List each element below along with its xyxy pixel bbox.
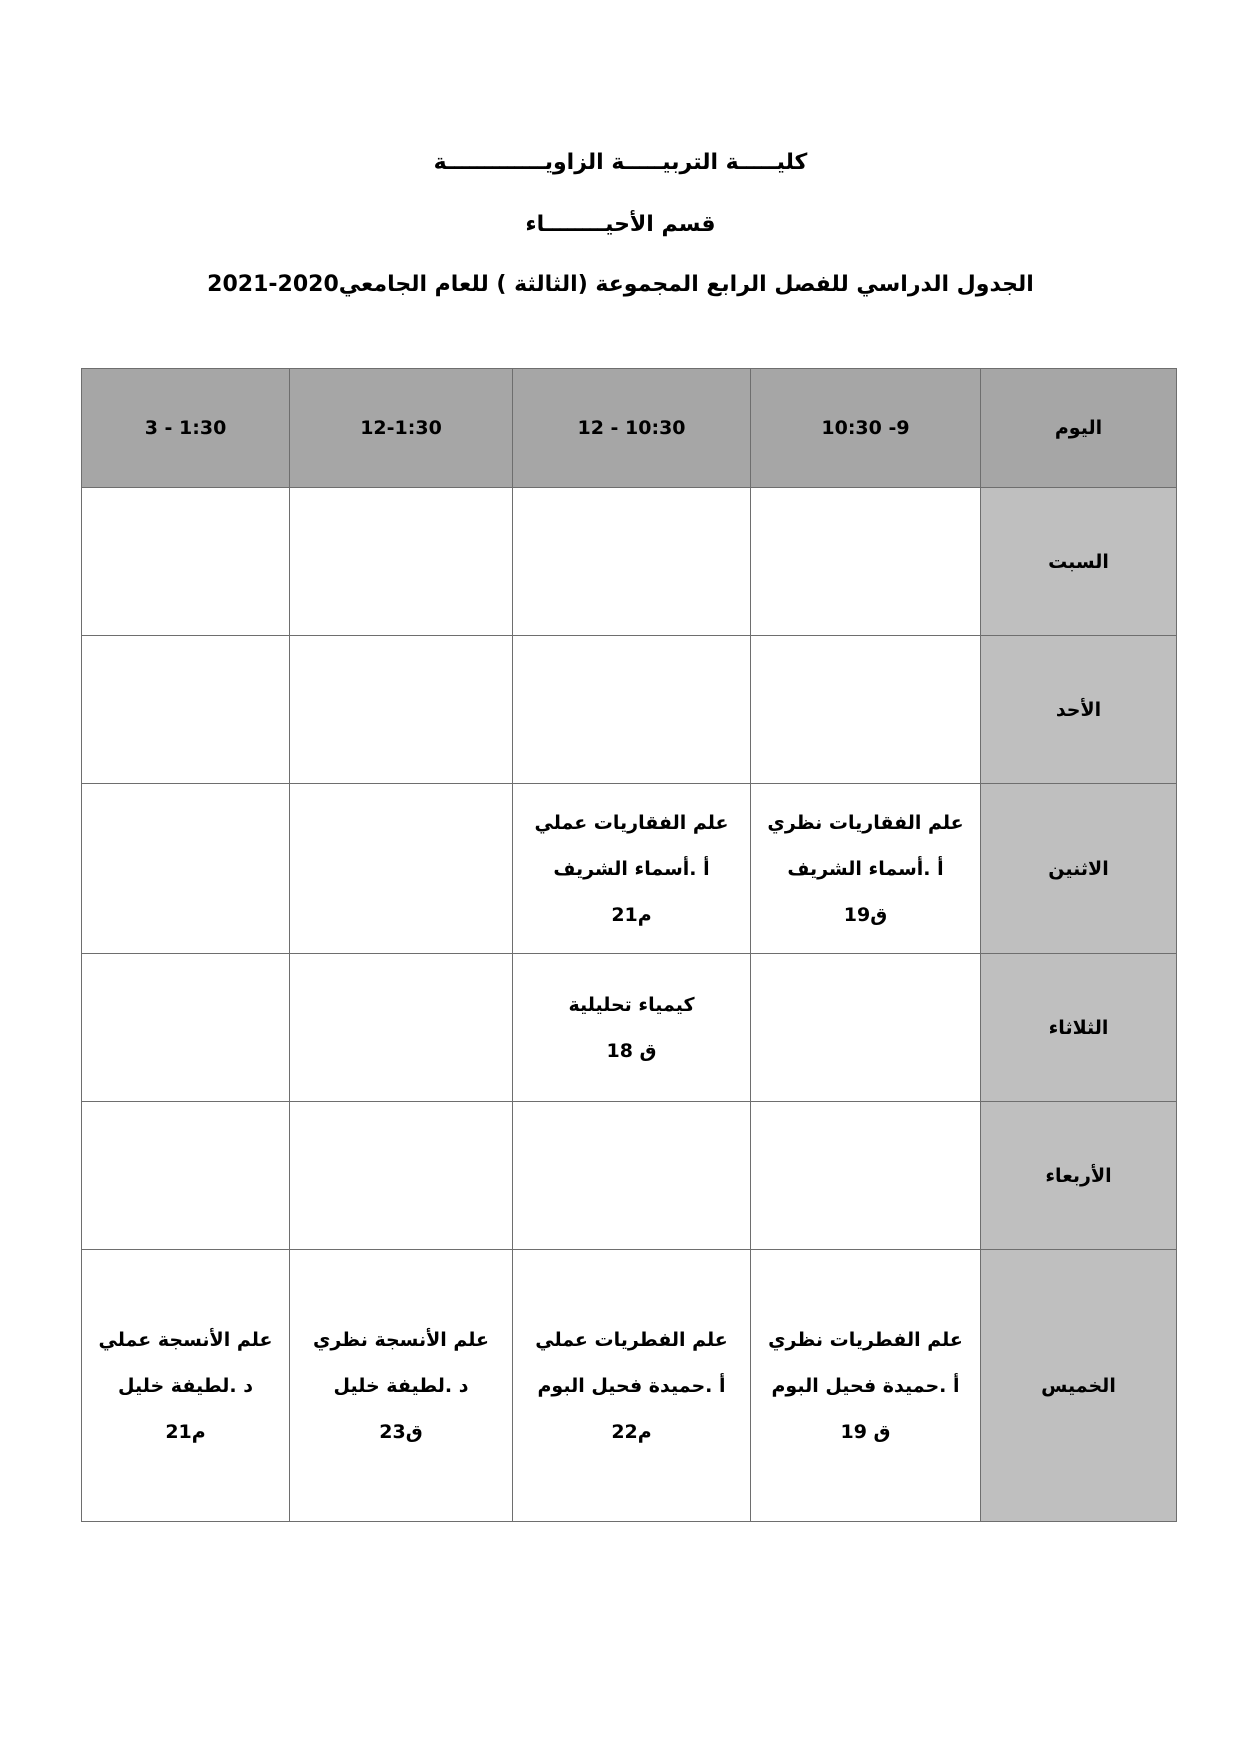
schedule-cell	[290, 488, 513, 636]
table-row	[82, 1250, 1177, 1522]
schedule-cell	[82, 488, 290, 636]
day-cell: الأحد	[981, 636, 1177, 784]
schedule-cell	[513, 1102, 751, 1250]
table-row	[82, 636, 1177, 784]
day-cell: الثلاثاء	[981, 954, 1177, 1102]
schedule-cell	[751, 954, 981, 1102]
cell-line: ق 18	[606, 1039, 657, 1062]
cell-line: أ .حميدة فحيل البوم	[771, 1374, 960, 1397]
column-header-slot-4: 1:30 - 3	[82, 369, 290, 488]
table-header-row	[82, 369, 1177, 488]
schedule-cell	[513, 636, 751, 784]
cell-line: ق23	[379, 1420, 423, 1443]
schedule-cell	[513, 1250, 751, 1522]
schedule-cell	[82, 954, 290, 1102]
schedule-cell	[513, 784, 751, 954]
cell-line: أ .أسماء الشريف	[553, 857, 710, 880]
cell-line: علم الفطريات عملي	[535, 1328, 728, 1351]
day-cell: الخميس	[981, 1250, 1177, 1522]
column-header-day: اليوم	[981, 369, 1177, 488]
table-row	[82, 954, 1177, 1102]
schedule-title: الجدول الدراسي للفصل الرابع المجموعة (الثالثة ) للعام الجامعي2020-2021	[207, 272, 1034, 297]
cell-line: ق19	[843, 903, 888, 926]
schedule-cell	[290, 1102, 513, 1250]
schedule-cell	[513, 488, 751, 636]
cell-line: د .لطيفة خليل	[333, 1374, 469, 1397]
cell-line: د .لطيفة خليل	[118, 1374, 253, 1397]
cell-line: علم الفقاريات عملي	[534, 811, 729, 834]
cell-line: م22	[611, 1420, 652, 1443]
cell-line: ق 19	[840, 1420, 891, 1443]
schedule-cell	[82, 1102, 290, 1250]
day-cell: السبت	[981, 488, 1177, 636]
cell-line: م21	[611, 903, 652, 926]
day-cell: الاثنين	[981, 784, 1177, 954]
table-row	[82, 784, 1177, 954]
schedule-cell	[751, 636, 981, 784]
schedule-cell	[290, 1250, 513, 1522]
schedule-table	[81, 368, 1177, 1522]
schedule-cell	[290, 636, 513, 784]
cell-line: علم الأنسجة نظري	[312, 1328, 490, 1351]
cell-line: أ .أسماء الشريف	[787, 857, 944, 880]
cell-line: علم الفقاريات نظري	[767, 811, 964, 834]
college-name: كليـــــة التربيـــــة الزاويـــــــــــــة	[433, 150, 808, 175]
schedule-cell	[751, 1250, 981, 1522]
column-header-slot-2: 10:30 - 12	[513, 369, 751, 488]
cell-line: كيمياء تحليلية	[568, 993, 695, 1016]
schedule-cell	[82, 1250, 290, 1522]
schedule-cell	[290, 954, 513, 1102]
cell-line: أ .حميدة فحيل البوم	[537, 1374, 726, 1397]
schedule-cell	[513, 954, 751, 1102]
cell-line: علم الأنسجة عملي	[98, 1328, 273, 1351]
table-row	[82, 1102, 1177, 1250]
schedule-cell	[751, 784, 981, 954]
schedule-cell	[751, 1102, 981, 1250]
table-row	[82, 488, 1177, 636]
column-header-slot-3: 12-1:30	[290, 369, 513, 488]
column-header-slot-1: 9- 10:30	[751, 369, 981, 488]
schedule-cell	[82, 784, 290, 954]
schedule-cell	[82, 636, 290, 784]
cell-line: م21	[165, 1420, 206, 1443]
department-name: قسم الأحيــــــــاء	[525, 212, 716, 237]
schedule-cell	[290, 784, 513, 954]
cell-line: علم الفطريات نظري	[768, 1328, 963, 1351]
day-cell: الأربعاء	[981, 1102, 1177, 1250]
schedule-cell	[751, 488, 981, 636]
